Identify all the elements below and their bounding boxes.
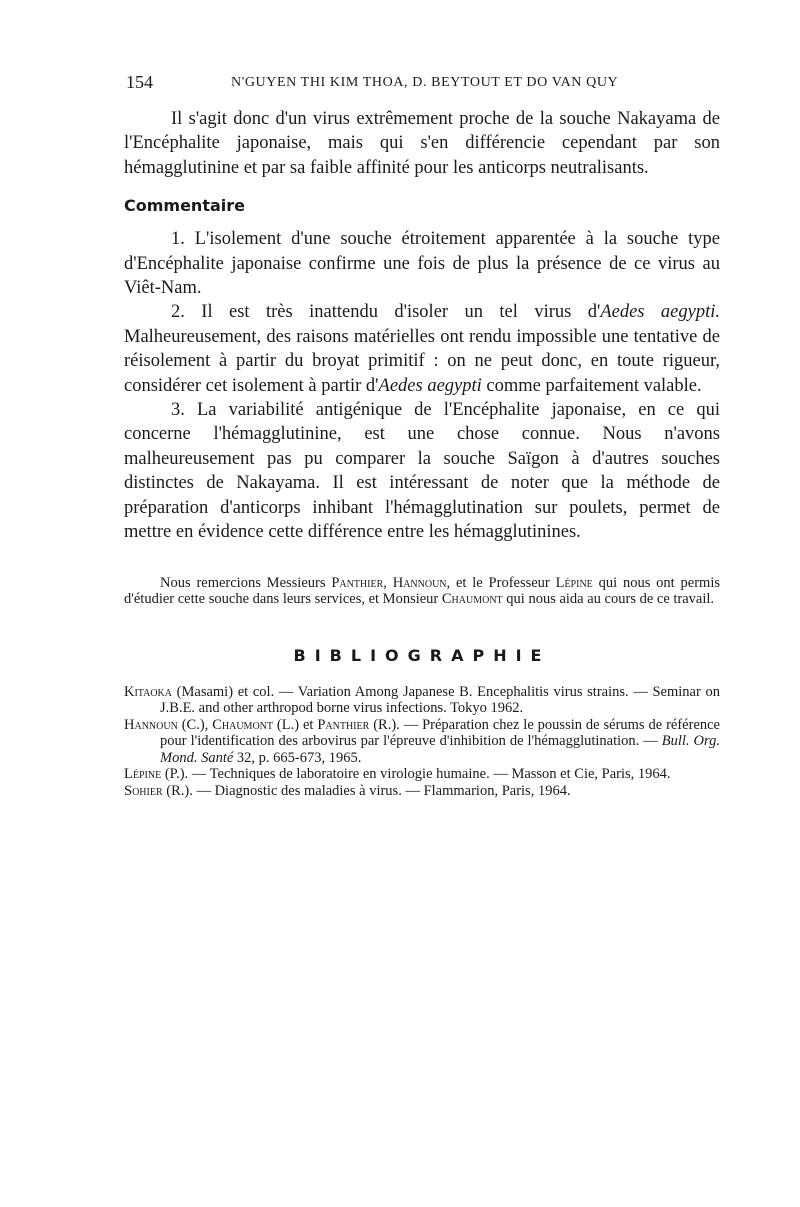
reference-3	[124, 766, 720, 783]
reference-text: (R.). — Diagnostic des maladies à virus. — Flammarion, Paris, 1964.	[162, 782, 571, 799]
species-name: Aedes aegypti.	[600, 302, 720, 323]
ack-text: qui nous aida au cours de ce travail.	[502, 591, 715, 607]
article-body	[124, 107, 720, 799]
person-name: Lépine	[555, 574, 593, 591]
reference-4	[124, 783, 720, 800]
commentaire-item-2	[124, 300, 720, 398]
journal-name: Bull. Org. Mond. Santé	[160, 733, 720, 766]
reference-text: 32, p. 665-673, 1965.	[233, 749, 362, 766]
person-name: Chaumont	[441, 591, 503, 607]
reference-text: (Masami) et col. — Variation Among Japanese B. Encephalitis virus strains. — Seminar on J.B.E. and other arthropod borne virus infections. Tokyo 1962.	[160, 683, 720, 716]
reference-author: Lépine	[124, 766, 162, 782]
commentaire-item-2-text-c: comme parfaitement valable.	[481, 375, 702, 396]
reference-1	[124, 684, 720, 717]
reference-author: Hannoun	[124, 716, 178, 733]
reference-author: Kitaoka	[124, 683, 172, 700]
header-authors: N'GUYEN THI KIM THOA, D. BEYTOUT ET DO VAN QUY	[231, 75, 619, 90]
commentaire-item-2-text-a: 2. Il est très inattendu d'isoler un tel virus d'	[171, 302, 601, 323]
commentaire-item-3: 3. La variabilité antigénique de l'Encéphalite japonaise, en ce qui concerne l'hémagglutinine, est une chose connue. Nous n'avons malheureusement pas pu comparer la souche Saïgon à d'autres souches distinctes de Nakayama. Il est intéressant de noter que la méthode de préparation d'anticorps inhibant l'hémagglutination sur poulets, permet de mettre en évidence cette différence entre les hémagglutinines.	[124, 400, 720, 543]
reference-text: (C.),	[177, 716, 213, 733]
reference-text: (P.). — Techniques de laboratoire en virologie humaine. — Masson et Cie, Paris, 1964.	[161, 766, 671, 782]
page-number: 154	[126, 72, 153, 92]
reference-text: (R.). — Préparation chez le poussin de sérums de référence pour l'identification des arbovirus par l'épreuve d'inhibition de l'hémagglutination. —	[160, 716, 720, 749]
reference-author: Panthier	[317, 716, 370, 733]
bibliography-list	[124, 684, 720, 800]
section-heading-commentaire: Commentaire	[124, 196, 245, 216]
ack-text: , et le Professeur	[446, 574, 556, 591]
reference-author: Sohier	[124, 782, 163, 799]
reference-text: (L.) et	[273, 716, 318, 733]
commentaire-item-1: 1. L'isolement d'une souche étroitement apparentée à la souche type d'Encéphalite japonaise confirme une fois de plus la présence de ce virus au Viêt-Nam.	[124, 229, 720, 299]
ack-text: ,	[383, 574, 393, 591]
bibliography-title: BIBLIOGRAPHIE	[293, 645, 551, 665]
ack-text: Nous remercions Messieurs	[160, 574, 332, 591]
commentaire-item-2-text-b: Malheureusement, des raisons matérielles ont rendu impossible une tentative de réisolement à partir du broyat primitif : on ne peut donc, en toute rigueur, considérer cet isolement à partir d'	[124, 326, 720, 396]
reference-author: Chaumont	[212, 716, 273, 733]
acknowledgement	[124, 575, 720, 608]
intro-paragraph: Il s'agit donc d'un virus extrêmement proche de la souche Nakayama de l'Encéphalite japonaise, mais qui s'en différencie cependant par son hémagglutinine et par sa faible affinité pour les anticorps neutralisants.	[124, 109, 720, 178]
species-name: Aedes aegypti	[378, 375, 482, 396]
person-name: Hannoun	[392, 574, 447, 591]
person-name: Panthier	[331, 574, 384, 591]
reference-2	[124, 717, 720, 767]
running-head	[126, 72, 718, 96]
ack-text: qui nous ont permis d'étudier cette souche dans leurs services, et Monsieur	[124, 574, 720, 607]
